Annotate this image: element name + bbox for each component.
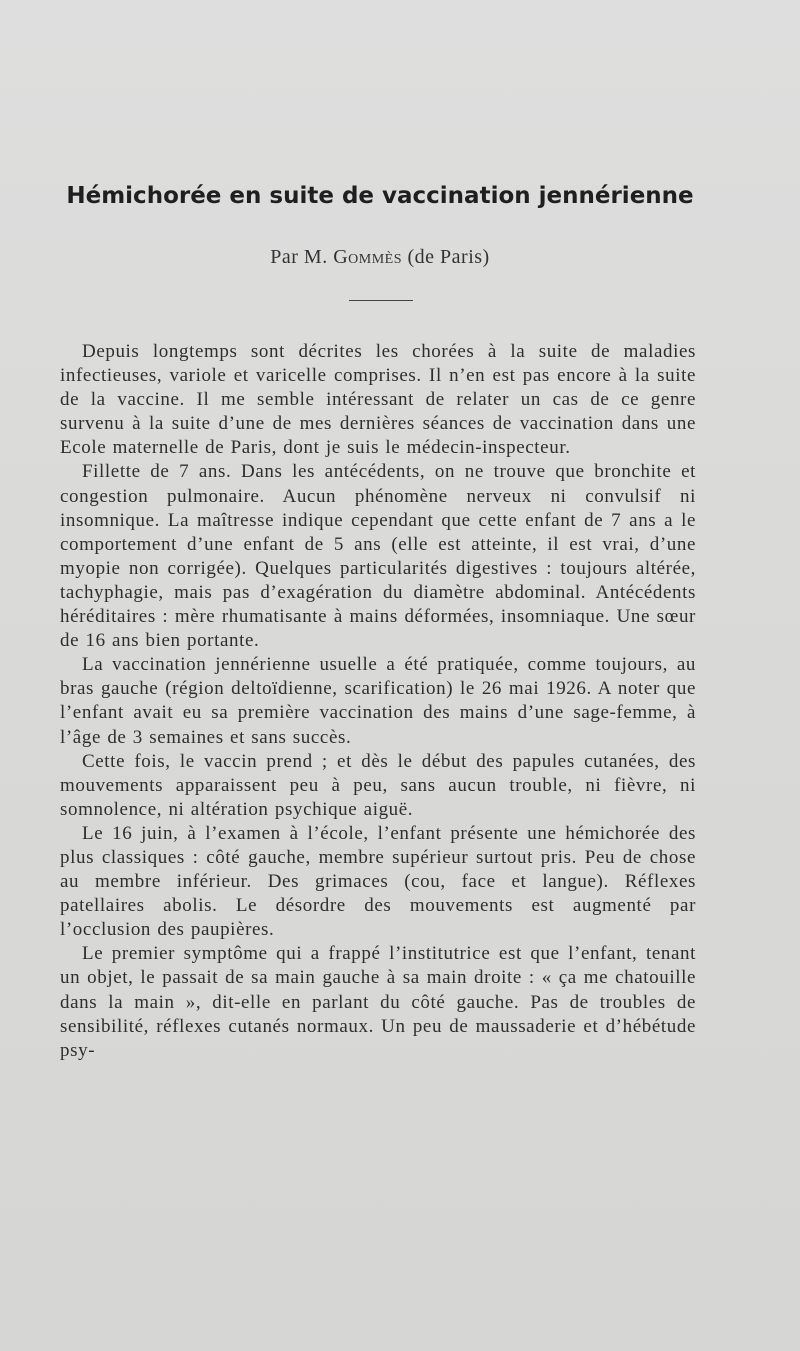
article-author bbox=[0, 246, 760, 269]
body-paragraph: La vaccination jennérienne usuelle a été pratiquée, comme toujours, au bras gauche (région deltoïdienne, scarification) le 26 mai 1926. A noter que l’enfant avait eu sa première vaccination des mains d’une sage-femme, à l’âge de 3 semaines et sans succès. bbox=[60, 654, 696, 748]
article-body bbox=[60, 340, 696, 1063]
body-paragraph: Le premier symptôme qui a frappé l’institutrice est que l’enfant, tenant un objet, le passait de sa main gauche à sa main droite : « ça me chatouille dans la main », dit-elle en parlant du côté gauche. Pas de troubles de sensibilité, réflexes cutanés normaux. Un peu de maussaderie et d’hébétude psy- bbox=[60, 943, 696, 1061]
author-prefix: Par M. bbox=[270, 246, 334, 268]
body-paragraph: Le 16 juin, à l’examen à l’école, l’enfant présente une hémichorée des plus classiques : côté gauche, membre supérieur surtout pris. Peu de chose au membre inférieur. Des grimaces (cou, face et langue). Réflexes patellaires abolis. Le désordre des mouvements est augmenté par l’occlusion des paupières. bbox=[60, 822, 696, 941]
author-suffix: (de Paris) bbox=[402, 246, 490, 268]
body-paragraph: Cette fois, le vaccin prend ; et dès le début des papules cutanées, des mouvements apparaissent peu à peu, sans aucun trouble, ni fièvre, ni somnolence, ni altération psychique aiguë. bbox=[60, 750, 696, 820]
author-name: Gommès bbox=[333, 246, 403, 268]
body-paragraph: Fillette de 7 ans. Dans les antécédents, on ne trouve que bronchite et congestion pulmonaire. Aucun phénomène nerveux ni convulsif ni insomnique. La maîtresse indique cependant que cette enfant de 7 ans a le comportement d’une enfant de 5 ans (elle est atteinte, il est vrai, d’une myopie non corrigée). Quelques particularités digestives : toujours altérée, tachyphagie, mais pas d’exagération du diamètre abdominal. Antécédents héréditaires : mère rhumatisante à mains déformées, insomniaque. Une sœur de 16 ans bien portante. bbox=[60, 461, 696, 652]
article-title: Hémichorée en suite de vaccination jennérienne bbox=[66, 183, 694, 209]
body-paragraph: Depuis longtemps sont décrites les chorées à la suite de maladies infectieuses, variole et varicelle comprises. Il n’en est pas encore à la suite de la vaccine. Il me semble intéressant de relater un cas de ce genre survenu à la suite d’une de mes dernières séances de vaccination dans une Ecole maternelle de Paris, dont je suis le médecin-inspecteur. bbox=[60, 341, 696, 459]
title-separator-rule bbox=[349, 300, 413, 301]
